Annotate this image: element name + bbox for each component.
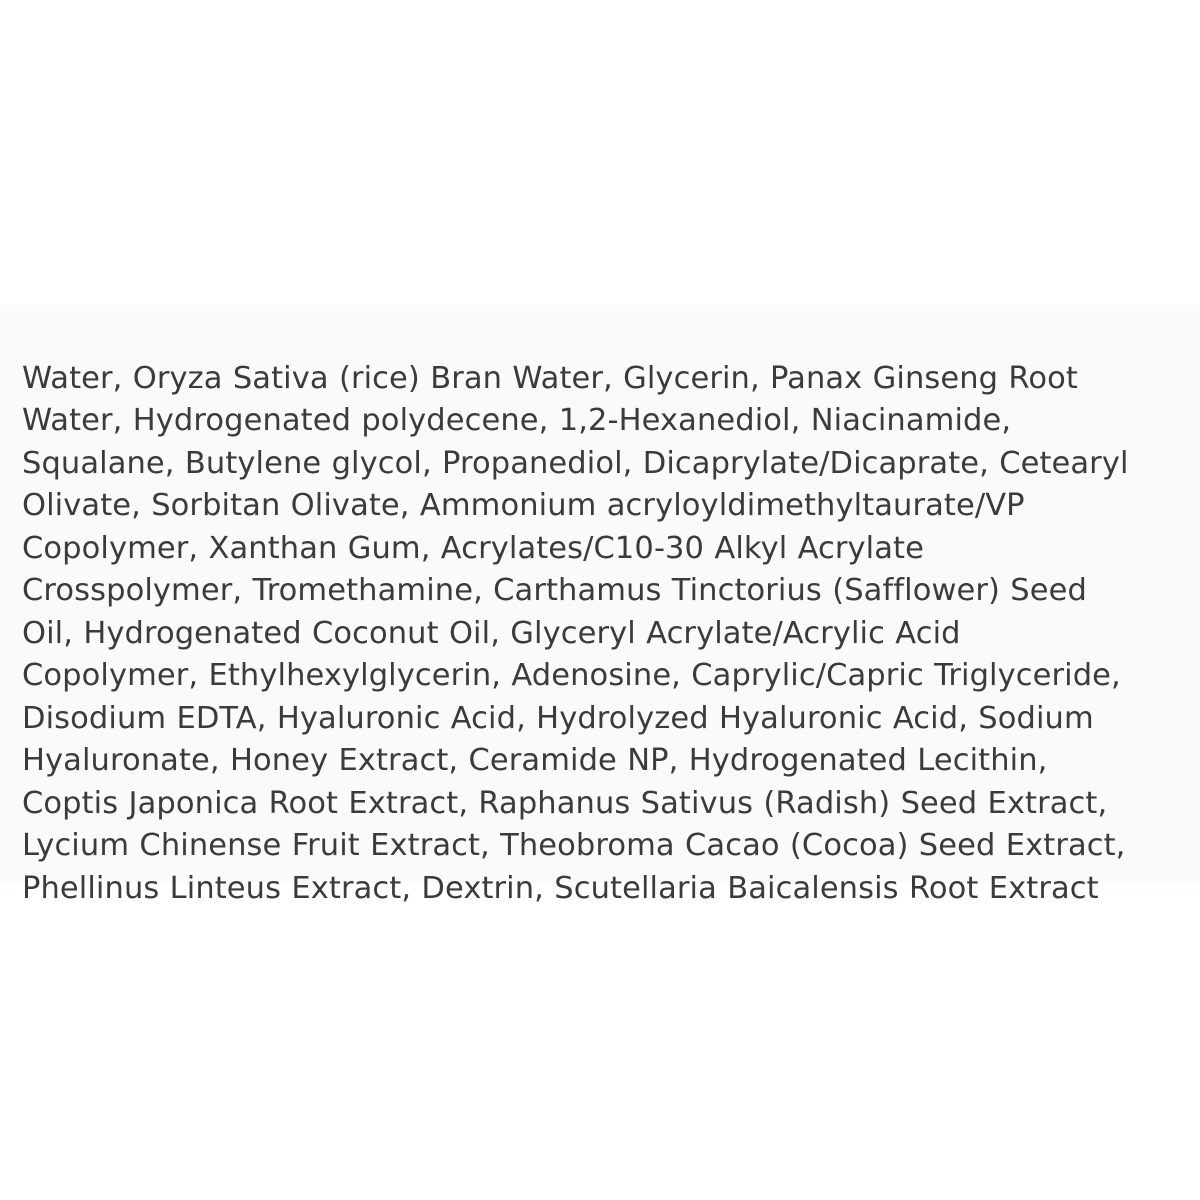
ingredients-list-text: Water, Oryza Sativa (rice) Bran Water, Glycerin, Panax Ginseng Root Water, Hydrogenated polydecene, 1,2-Hexanediol, Niacinamide, Squalane, Butylene glycol, Propanediol, Dicaprylate/Dicaprate, Cetearyl Olivate, Sorbitan Olivate, Ammonium acryloyldimethyltaurate/VP Copolymer, Xanthan Gum, Acrylates/C10-30 Alkyl Acrylate Crosspolymer, Tromethamine, Carthamus Tinctorius (Safflower) Seed Oil, Hydrogenated Coconut Oil, Glyceryl Acrylate/Acrylic Acid Copolymer, Ethylhexylglycerin, Adenosine, Caprylic/Capric Triglyceride, Disodium EDTA, Hyaluronic Acid, Hydrolyzed Hyaluronic Acid, Sodium Hyaluronate, Honey Extract, Ceramide NP, Hydrogenated Lecithin, Coptis Japonica Root Extract, Raphanus Sativus (Radish) Seed Extract, Lycium Chinense Fruit Extract, Theobroma Cacao (Cocoa) Seed Extract, Phellinus Linteus Extract, Dextrin, Scutellaria Baicalensis Root Extract bbox=[22, 360, 1129, 906]
ingredients-panel bbox=[0, 305, 1200, 906]
